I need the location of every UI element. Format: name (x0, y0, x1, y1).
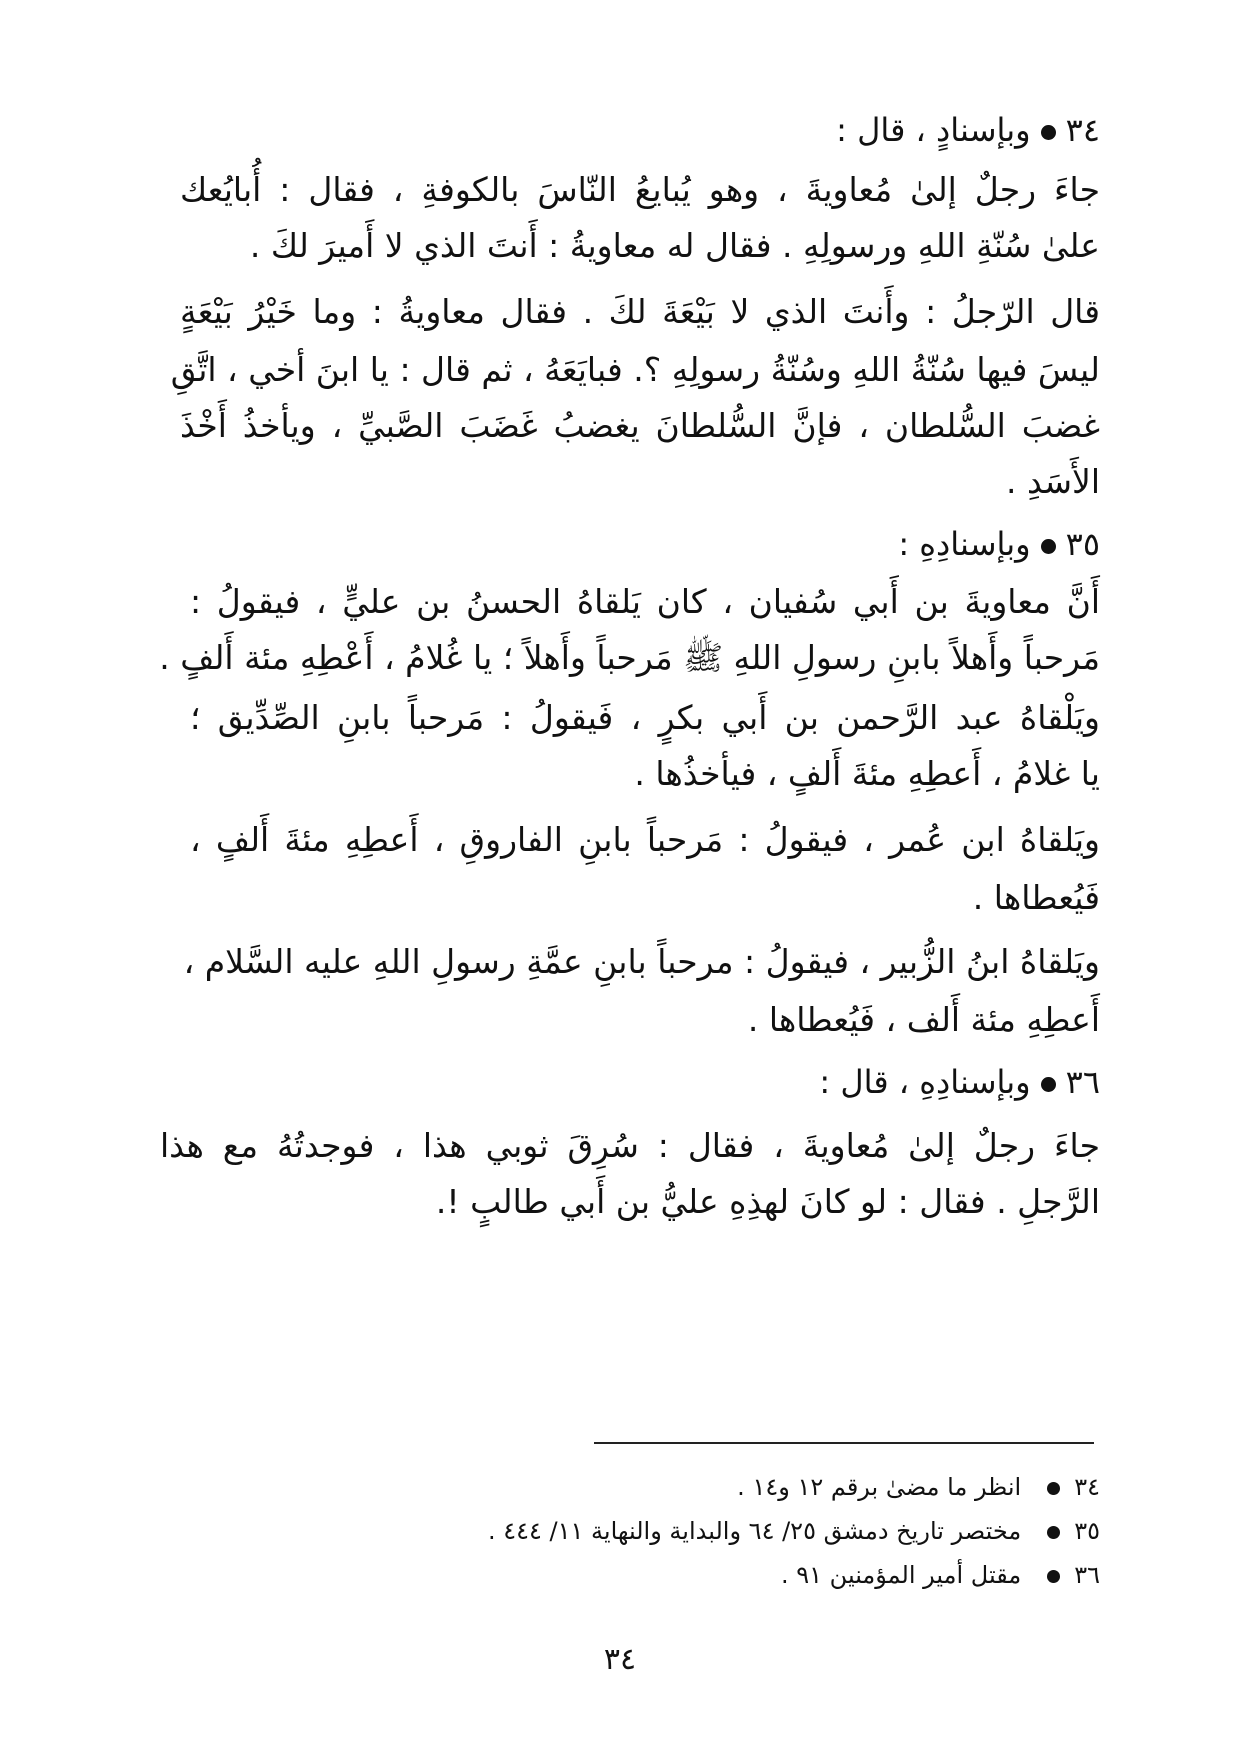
footnote-35 (488, 1514, 1100, 1548)
text-line: جاءَ رجلٌ إلىٰ مُعاويةَ ، وهو يُبايعُ النّاسَ بالكوفةِ ، فقال : أُبايُعك (180, 170, 1100, 209)
text-line: جاءَ رجلٌ إلىٰ مُعاويةَ ، فقال : سُرِقَ ثوبي هذا ، فوجدتُهُ مع هذا (160, 1126, 1100, 1165)
text-line: الرَّجلِ . فقال : لو كانَ لهذِهِ عليُّ بن أَبي طالبٍ !. (435, 1182, 1100, 1221)
text-line: ويَلقاهُ ابنُ الزُّبير ، فيقولُ : مرحباً بابنِ عمَّةِ رسولِ اللهِ عليه السَّلام ، (183, 942, 1100, 981)
footnote-number: ٣٥ (1074, 1517, 1100, 1545)
text-line: أَعطِهِ مئة أَلف ، فَيُعطاها . (747, 1000, 1100, 1039)
footnote-text: مقتل أمير المؤمنين ٩١ . (781, 1561, 1022, 1589)
bullet-icon (1041, 125, 1056, 140)
text-line: فَيُعطاها . (972, 878, 1100, 917)
entry-number: ٣٦ (1065, 1063, 1100, 1101)
footnote-text: مختصر تاريخ دمشق ٢٥/ ٦٤ والبداية والنهاية ١١/ ٤٤٤ . (487, 1517, 1022, 1545)
bullet-icon (1041, 539, 1056, 554)
entry-heading-text: وبإسنادٍ ، قال : (836, 111, 1031, 149)
entry-34-heading (836, 108, 1100, 152)
text-line: أَنَّ معاويةَ بن أَبي سُفيان ، كان يَلقاهُ الحسنُ بن عليٍّ ، فيقولُ : (190, 582, 1100, 621)
entry-number: ٣٤ (1065, 111, 1100, 149)
text-line: يا غلامُ ، أَعطِهِ مئةَ أَلفٍ ، فيأخذُها . (634, 754, 1100, 793)
entry-heading-text: وبإسنادِهِ ، قال : (819, 1063, 1031, 1101)
text-line: الأَسَدِ . (1006, 462, 1100, 501)
page-number: ٣٤ (603, 1642, 637, 1677)
footnote-36 (781, 1558, 1100, 1592)
footnote-number: ٣٤ (1074, 1473, 1100, 1501)
entry-36-heading (819, 1060, 1100, 1104)
entry-number: ٣٥ (1065, 525, 1100, 563)
entry-35-heading (898, 522, 1100, 566)
bullet-icon (1047, 1570, 1060, 1583)
bullet-icon (1047, 1526, 1060, 1539)
footnote-divider (594, 1442, 1094, 1444)
bullet-icon (1041, 1077, 1056, 1092)
footnote-text: انظر ما مضىٰ برقم ١٢ و١٤ . (737, 1473, 1022, 1501)
bullet-icon (1047, 1482, 1060, 1495)
footnote-number: ٣٦ (1074, 1561, 1100, 1589)
text-line: ليسَ فيها سُنّةُ اللهِ وسُنّةُ رسولِهِ ؟. فبايَعَهُ ، ثم قال : يا ابنَ أخي ، اتَّقِ (170, 350, 1100, 389)
text-line: غضبَ السُّلطان ، فإنَّ السُّلطانَ يغضبُ غَضَبَ الصَّبيِّ ، ويأخذُ أَخْذَ (180, 406, 1100, 445)
text-line: مَرحباً وأَهلاً بابنِ رسولِ اللهِ ﷺ مَرحباً وأَهلاً ؛ يا غُلامُ ، أَعْطِهِ مئة أَلفٍ . (159, 638, 1100, 677)
text-line: علىٰ سُنّةِ اللهِ ورسولِهِ . فقال له معاويةُ : أَنتَ الذي لا أَميرَ لكَ . (249, 226, 1100, 265)
entry-heading-text: وبإسنادِهِ : (898, 525, 1031, 563)
text-line: ويَلْقاهُ عبد الرَّحمن بن أَبي بكرٍ ، فَيقولُ : مَرحباً بابنِ الصِّدِّيق ؛ (190, 698, 1100, 737)
footnote-34 (737, 1470, 1100, 1504)
text-line: ويَلقاهُ ابن عُمر ، فيقولُ : مَرحباً بابنِ الفاروقِ ، أَعطِهِ مئةَ أَلفٍ ، (190, 820, 1100, 859)
text-line: قال الرّجلُ : وأَنتَ الذي لا بَيْعَةَ لكَ . فقال معاويةُ : وما خَيْرُ بَيْعَةٍ (180, 292, 1100, 331)
